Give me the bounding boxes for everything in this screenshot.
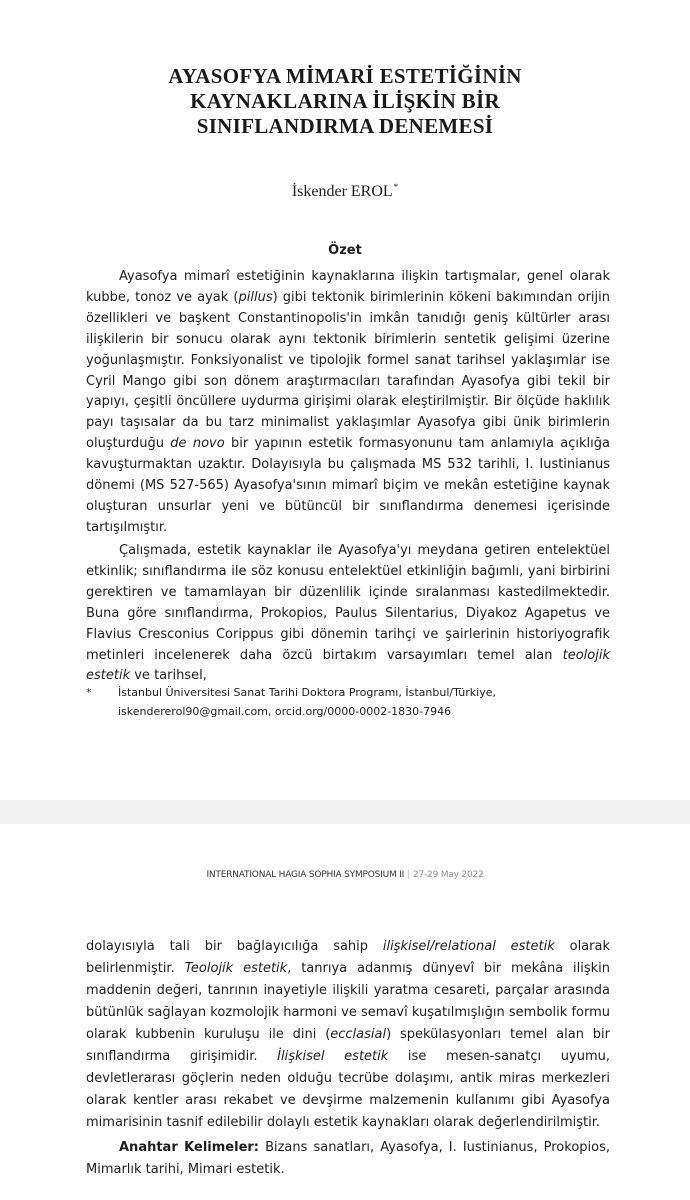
text-run: ) gibi tektonik birimlerinin kökeni bakımından orijin özellikleri ve başkent Constantinopolis'in imkân tanıdığı geniş kültürler arası ilişkilerin bir sonucu olarak aynı tektonik birimlerin sentetik gelişimi üzerine yoğunlaşmıştır. Fonksiyonalist ve tipolojik formel sanat tarihsel yaklaşımlar ise Cyril Mango gibi son dönem araştırmacıları tarafından Ayasofya gibi tekil bir yapıyı, çeşitli öncüllere uydurma girişimi olarak eleştirilmiştir. Bir ölçüde haklılık payı taşısalar da bu tarz minimalist yaklaşımlar Ayasofya gibi ünik birimlerin oluşturduğu [86, 289, 610, 452]
abstract-paragraph-3 [86, 936, 610, 1134]
text-run: , tanrıya adanmış dünyevî bir mekâna ilişkin maddenin değeri, tanrının inayetiyle ilişkili yaratma cesareti, parçalar arasında bütünlük sağlayan kozmolojik harmoni ve semavî kuşatılmışlığın sembolik formu olarak kubbenin kuruluşu ile dini ( [86, 961, 611, 1042]
running-header-date: 27-29 May 2022 [412, 870, 484, 880]
running-header-title: INTERNATIONAL HAGIA SOPHIA SYMPOSIUM II [206, 870, 405, 880]
footnote-mark: * [86, 686, 92, 699]
author-name: İskender EROL [291, 183, 393, 200]
title-line: AYASOFYA MİMARİ ESTETİĞİNİN [168, 64, 522, 88]
text-run: ise mesen-sanatçı uyumu, devletlerarası göçlerin neden olduğu tecrübe dolaşımı, antik miras merkezleri olarak kentler arası rekabet ve devşirme malzemenin kullanımı gibi Ayasofya mimarisinin tasnif edilebilir dolaylı estetik kaynakları olarak değerlendirilmiştir. [86, 1049, 610, 1130]
italic-run: ilişkisel/relational estetik [382, 939, 555, 954]
author [0, 182, 690, 201]
italic-run: İlişkisel estetik [277, 1049, 389, 1064]
text-run: ve tarihsel, [130, 668, 207, 684]
keywords [86, 1137, 610, 1181]
author-footnote-mark[interactable]: * [393, 182, 399, 192]
text-run: Çalışmada, estetik kaynaklar ile Ayasofya'yı meydana getiren entelektüel etkinlik; sınıflandırma ile söz konusu entelektüel etkinliğin bağımlı, yani birbirini gerektiren ve tamamlayan bir düzenlilik içinde sıralanması kastedilmektedir. Buna göre sınıflandırma, Prokopios, Paulus Silentarius, Diyakoz Agapetus ve Flavius Cresconius Corippus gibi dönemin tarihçi ve şairlerinin historiyografik metinleri incelenerek daha özcü birtakım varsayımları temel alan [86, 543, 610, 663]
abstract-heading: Özet [328, 243, 362, 258]
italic-run: teolojik estetik [86, 647, 610, 684]
keywords-text: Bizans sanatları, Ayasofya, I. Iustinianus, Prokopios, Mimarlık tarihi, Mimari estetik. [86, 1140, 610, 1177]
text-run: bir yapının estetik formasyonunu tam anlamıyla açıklığa kavuşturmaktan uzaktır. Dolayısıyla bu çalışmada MS 532 tarihli, I. Iustinianus dönemi (MS 527-565) Ayasofya'sının mimarî biçim ve mekân estetiğine kaynak oluşturan unsurlar yeni ve bütüncül bir sınıflandırma denemesi içerisinde tartışılmıştır. [86, 436, 610, 535]
text-run: olarak belirlenmiştir. [86, 939, 610, 976]
keywords-label: Anahtar Kelimeler: [119, 1140, 260, 1155]
italic-run: de novo [170, 436, 225, 452]
running-header-separator: | [407, 870, 410, 880]
abstract-paragraph-1 [86, 267, 610, 539]
footnote-text: İstanbul Üniversitesi Sanat Tarihi Doktora Programı, İstanbul/Türkiye, iskendererol90@gmail.com, orcid.org/0000-0002-1830-7946 [118, 686, 496, 718]
italic-run: ecclasial [330, 1027, 387, 1042]
abstract-paragraph-2 [86, 541, 610, 687]
text-run: dolayısıyla tali bir bağlayıcılığa sahip [86, 939, 383, 954]
text-run: Ayasofya mimarî estetiğinin kaynaklarına ilişkin tartışmalar, genel olarak kubbe, tonoz ve ayak ( [86, 269, 610, 305]
paper-title [0, 64, 690, 139]
footnote [86, 683, 616, 721]
italic-run: Teolojik estetik [184, 961, 288, 976]
italic-run: pillus [238, 289, 273, 305]
title-line: KAYNAKLARINA İLİŞKİN BİR [190, 89, 500, 113]
running-header [0, 870, 690, 880]
page-gap [0, 800, 690, 824]
title-line: SINIFLANDIRMA DENEMESİ [196, 114, 494, 138]
text-run: ) spekülasyonları temel alan bir sınıflandırma girişimidir. [86, 1027, 610, 1064]
page-2 [0, 824, 690, 1200]
